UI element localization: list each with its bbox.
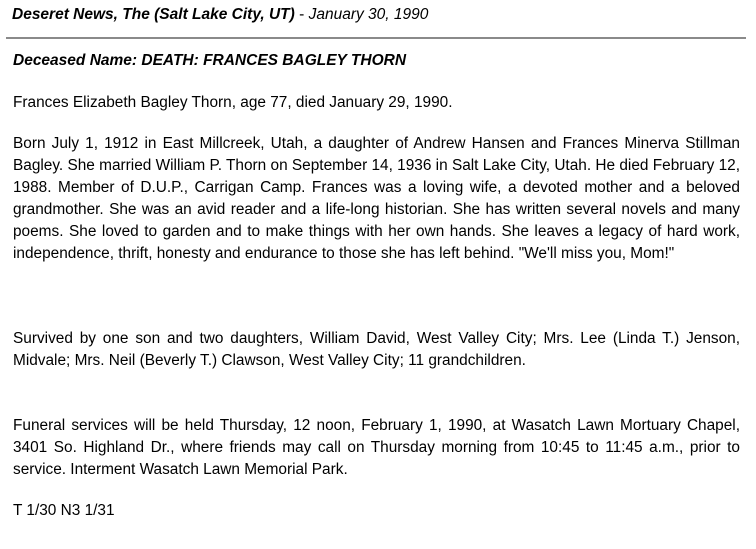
obituary-run-dates: T 1/30 N3 1/31	[13, 502, 115, 519]
obituary-paragraph-survivors: Survived by one son and two daughters, William David, West Valley City; Mrs. Lee (Linda T.) Jenson, Midvale; Mrs. Neil (Beverly T.) Clawson, West Valley City; 11 grandchildren.	[13, 330, 740, 369]
obituary-paragraph-summary: Frances Elizabeth Bagley Thorn, age 77, died January 29, 1990.	[13, 94, 453, 111]
header-divider	[6, 37, 746, 39]
publication-date: January 30, 1990	[308, 6, 429, 23]
obituary-paragraph-biography: Born July 1, 1912 in East Millcreek, Utah, a daughter of Andrew Hansen and Frances Minerva Stillman Bagley. She married William P. Thorn on September 14, 1936 in Salt Lake City, Utah. He died February 12, 1988. Member of D.U.P., Carrigan Camp. Frances was a loving wife, a devoted mother and a beloved grandmother. She was an avid reader and a life-long historian. She has written several novels and many poems. She loved to garden and to make things with her own hands. She leaves a legacy of hard work, independence, thrift, honesty and endurance to those she has left behind. "We'll miss you, Mom!"	[13, 135, 740, 262]
deceased-name-heading: Deceased Name: DEATH: FRANCES BAGLEY THORN	[13, 52, 407, 69]
article-header	[12, 5, 428, 25]
header-separator: -	[294, 6, 309, 23]
obituary-paragraph-services: Funeral services will be held Thursday, 12 noon, February 1, 1990, at Wasatch Lawn Mortuary Chapel, 3401 So. Highland Dr., where friends may call on Thursday morning from 10:45 to 11:45 a.m., prior to service. Interment Wasatch Lawn Memorial Park.	[13, 417, 740, 478]
publication-name: Deseret News, The (Salt Lake City, UT)	[12, 6, 295, 23]
